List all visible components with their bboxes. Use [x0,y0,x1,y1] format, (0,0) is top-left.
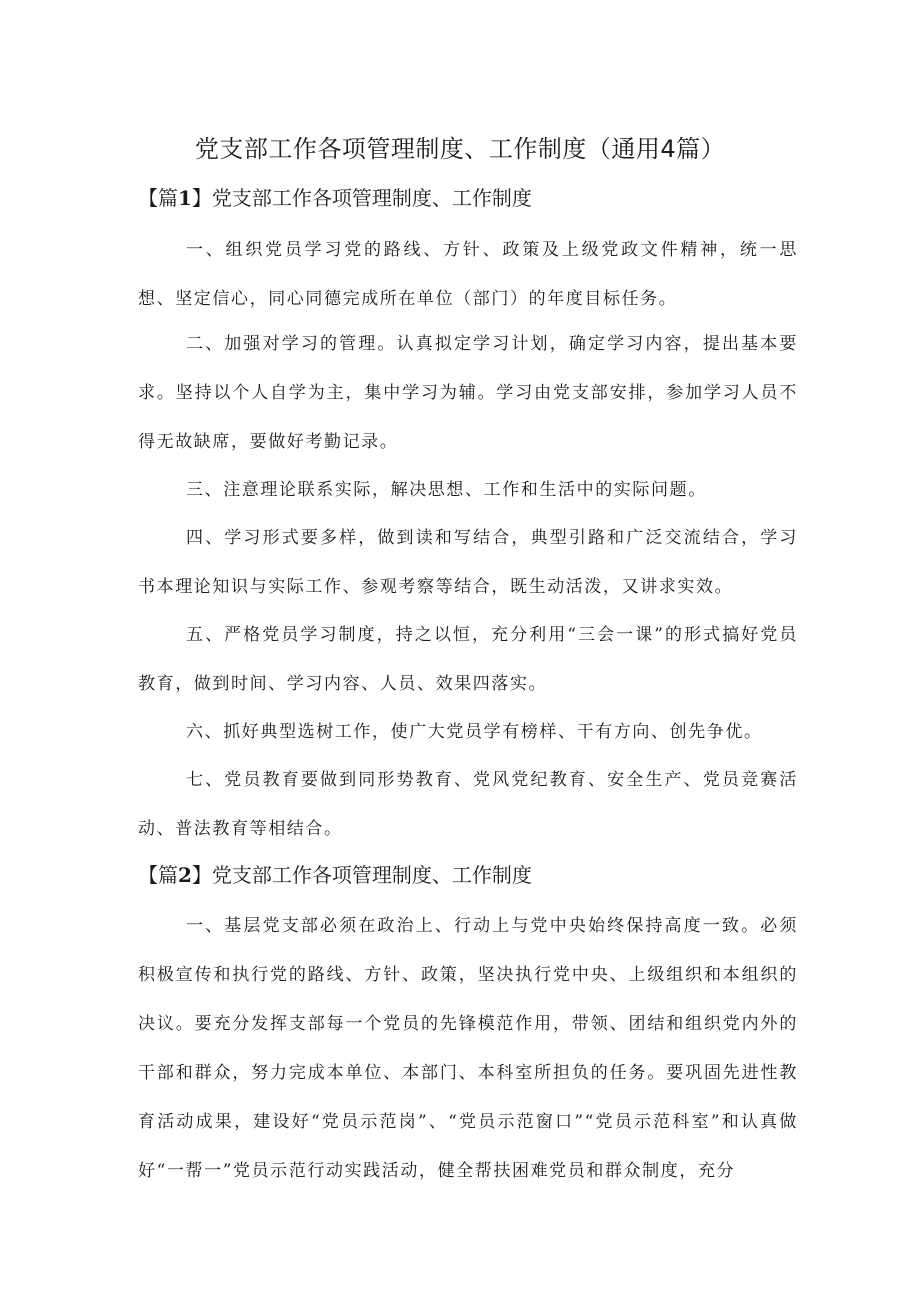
section-2-paragraph-1: 一、基层党支部必须在政治上、行动上与党中央始终保持高度一致。必须积极宣传和执行党的路线、方针、政策，坚决执行党中央、上级组织和本组织的决议。要充分发挥支部每一个党员的先锋模范作用，带领、团结和组织党内外的干部和群众，努力完成本单位、本部门、本科室所担负的任务。要巩固先进性教育活动成果，建设好“党员示范岗”、“党员示范窗口”“党员示范科室”和认真做好“一帮一”党员示范行动实践活动，健全帮扶困难党员和群众制度，充分 [138,916,798,1181]
section-2-bracket-open: 【篇 [138,863,178,887]
section-1-heading [138,183,532,213]
section-1-bracket-open: 【篇 [138,186,178,210]
section-1-number: 1 [178,186,192,210]
section-1-paragraph-6: 六、抓好典型选树工作，使广大党员学有榜样、干有方向、创先争优。 [186,722,763,742]
section-1-paragraph-7: 七、党员教育要做到同形势教育、党风党纪教育、安全生产、党员竞赛活动、普法教育等相结合。 [138,770,798,839]
section-1-bracket-close: 】 [191,186,212,210]
section-2-bracket-close: 】 [191,863,212,887]
section-2-heading-text: 党支部工作各项管理制度、工作制度 [211,863,532,887]
section-2-number: 2 [178,863,192,887]
section-1-paragraph-1: 一、组织党员学习党的路线、方针、政策及上级党政文件精神，统一思想、坚定信心，同心同德完成所在单位（部门）的年度目标任务。 [138,240,798,309]
section-1-paragraph-5: 五、严格党员学习制度，持之以恒，充分利用“三会一课”的形式搞好党员教育，做到时间、学习内容、人员、效果四落实。 [138,625,798,694]
document-title: 党支部工作各项管理制度、工作制度（通用4篇） [194,135,726,163]
section-2-heading [138,860,532,890]
section-1-paragraph-4: 四、学习形式要多样，做到读和写结合，典型引路和广泛交流结合，学习书本理论知识与实际工作、参观考察等结合，既生动活泼，又讲求实效。 [138,528,798,597]
section-1-heading-text: 党支部工作各项管理制度、工作制度 [211,186,532,210]
section-1-paragraph-2: 二、加强对学习的管理。认真拟定学习计划，确定学习内容，提出基本要求。坚持以个人自学为主，集中学习为辅。学习由党支部安排，参加学习人员不得无故缺席，要做好考勤记录。 [138,334,798,452]
section-1-paragraph-3: 三、注意理论联系实际，解决思想、工作和生活中的实际问题。 [186,480,707,500]
